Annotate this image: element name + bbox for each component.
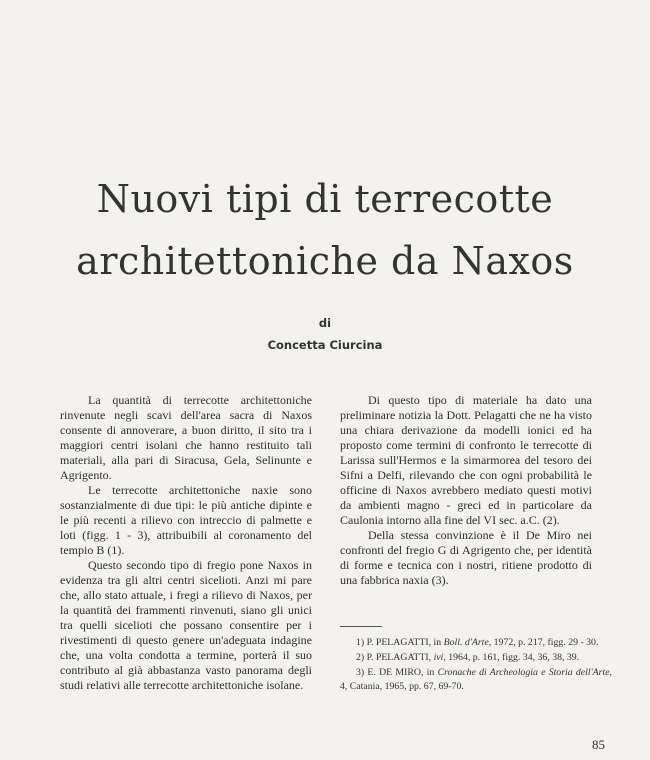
author-name: Concetta Ciurcina	[267, 338, 383, 352]
footnote-2	[340, 651, 612, 665]
paragraph: Della stessa convinzione è il De Miro nei confronti del fregio G di Agrigento che, per identità di forme e tecnica con i nostri, ritiene prodotto di una fabbrica naxia (3).	[340, 528, 592, 587]
footnote-text: , 1972, p. 217, figg. 29 - 30.	[488, 637, 599, 648]
right-column	[340, 393, 592, 588]
footnotes	[340, 636, 612, 695]
page-number: 85	[592, 737, 605, 752]
paragraph: Le terrecotte architettoniche naxie sono sostanzialmente di due tipi: le più antiche dipinte e le più recenti a rilievo con intreccio di palmette e loti (figg. 1 - 3), attribuibili al coronamento del tempio B (1).	[60, 483, 312, 557]
footnote-text: 1) P. PELAGATTI, in	[356, 637, 444, 648]
paragraph: Di questo tipo di materiale ha dato una preliminare notizia la Dott. Pelagatti che ne ha visto una chiara derivazione da modelli ionici ed ha proposto come termini di confronto le terrecotte di Larissa sull'Hermos e la simarmorea del tesoro dei Sifni a Delfi, rilevando che con ogni probabilità le officine di Naxos avrebbero mediato questi motivi da ambienti magno - greci ed in particolare da Caulonia intorno alla fine del VI sec. a.C. (2).	[340, 393, 592, 527]
footnote-1	[340, 636, 612, 650]
title-line-1: Nuovi tipi di terrecotte	[96, 177, 554, 221]
footnote-text: 3) E. DE MIRO, in	[356, 667, 438, 678]
footnote-text: , 4, Catania, 1965, pp. 67, 69-70.	[340, 667, 612, 692]
paragraph: Questo secondo tipo di fregio pone Naxos in evidenza tra gli altri centri sicelioti. Anzi mi pare che, allo stato attuale, i fregi a rilievo di Naxos, per la quantità dei frammenti rinvenuti, siano gli unici tra quelli sicelioti che possano consentire per i rivestimenti di questo genere un'adeguata indagine che, una volta condotta a termine, porterà il suo contributo al già abbastanza vasto panorama degli studi relativi alle terrecotte architettoniche isolane.	[60, 558, 312, 692]
paragraph: La quantità di terrecotte architettoniche rinvenute negli scavi dell'area sacra di Naxos consente di annoverare, a buon diritto, il sito tra i maggiori centri isolani che hanno restituito tali materiali, alla pari di Siracusa, Gela, Selinunte e Agrigento.	[60, 393, 312, 482]
footnote-3	[340, 666, 612, 694]
byline-di: di	[318, 316, 332, 330]
left-column	[60, 393, 312, 693]
footnote-source-title: Cronache di Archeologia e Storia dell'Arte	[437, 667, 610, 678]
footnote-source-title: ivi	[433, 652, 444, 663]
footnote-text: 2) P. PELAGATTI,	[356, 652, 434, 663]
footnote-text: , 1964, p. 161, figg. 34, 36, 38, 39.	[443, 652, 580, 663]
footnote-divider	[340, 626, 382, 627]
article-title	[40, 168, 610, 292]
footnote-source-title: Boll. d'Arte	[443, 637, 489, 648]
title-line-2: architettoniche da Naxos	[76, 239, 574, 283]
